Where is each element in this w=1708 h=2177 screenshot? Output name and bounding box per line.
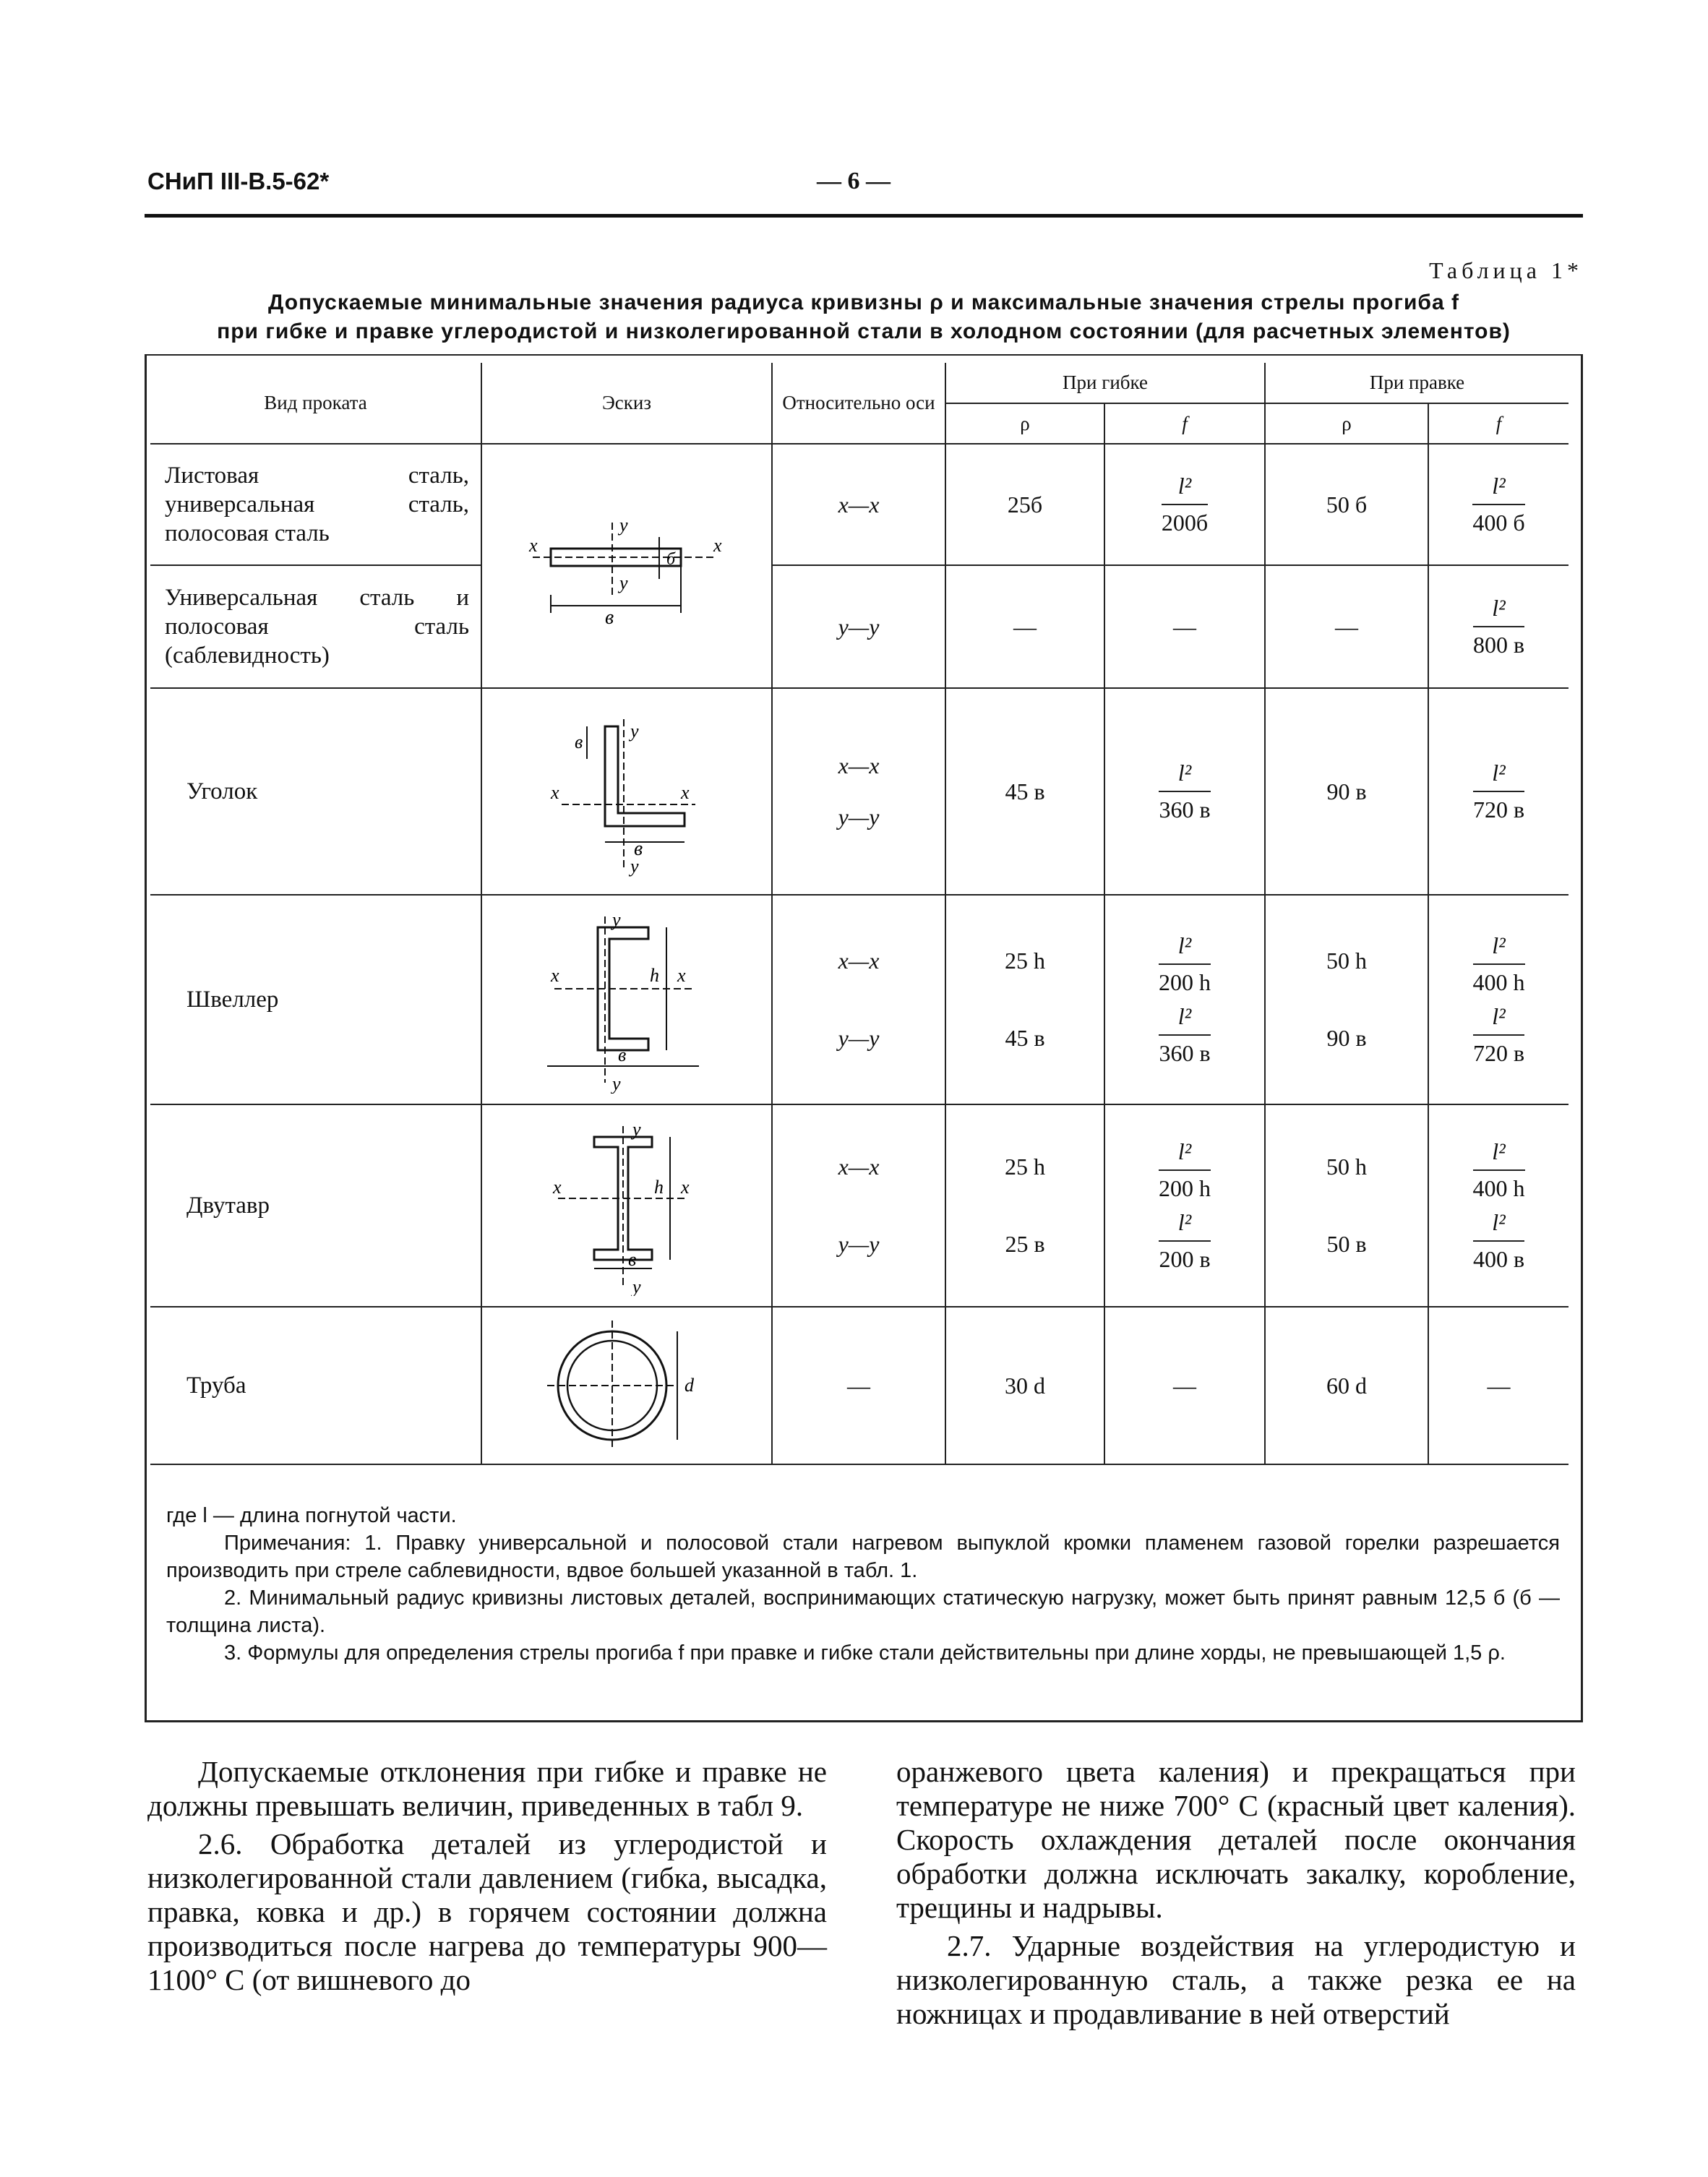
- sketch-ibeam: [481, 1104, 772, 1307]
- str-rho-universal: —: [1265, 565, 1428, 688]
- paragraph: оранжевого цвета каления) и прекращаться при температуре не ниже 700° С (красный цвет каления). Скорость охлаждения деталей после окончания обработки должна исключать закалку, коробление, трещины и надрывы.: [896, 1755, 1576, 1924]
- str-rho-channel: 50 h 90 в: [1265, 895, 1428, 1104]
- svg-text:x: x: [681, 1177, 690, 1198]
- axis-universal: y—y: [772, 565, 945, 688]
- svg-text:x: x: [551, 782, 559, 803]
- paragraph: 2.7. Ударные воздействия на углеродистую и низколегированную сталь, а также резка ее на ножницах и продавливание в ней отверстий: [896, 1929, 1576, 2030]
- row-name-angle: Уголок: [150, 688, 481, 895]
- svg-text:x: x: [713, 535, 722, 556]
- svg-text:x: x: [553, 1177, 562, 1198]
- svg-text:h: h: [654, 1177, 664, 1198]
- svg-text:y: y: [630, 721, 639, 742]
- svg-text:y: y: [619, 572, 628, 593]
- col-head-straighten: При правке: [1265, 363, 1568, 403]
- axis-angle: x—x y—y: [772, 688, 945, 895]
- svg-text:в: в: [618, 1044, 627, 1065]
- svg-text:x: x: [677, 965, 686, 986]
- svg-text:в: в: [605, 606, 614, 629]
- str-f-angle: $\frac{\text{l²}}{720 в}$: [1428, 688, 1568, 895]
- header-rule: [145, 214, 1583, 218]
- svg-text:y: y: [630, 856, 639, 877]
- sketch-angle: [481, 688, 772, 895]
- body-column-left: [147, 1755, 827, 2001]
- svg-text:в: в: [628, 1249, 637, 1270]
- note-1: Примечания: 1. Правку универсальной и полосовой стали нагревом выпуклой кромки пламенем газовой горелки разрешается производить при стреле саблевидности, вдвое большей указанной в табл. 1.: [166, 1532, 1560, 1582]
- col-head-bend: При гибке: [945, 363, 1265, 403]
- note-2: 2. Минимальный радиус кривизны листовых деталей, воспринимающих статическую нагрузку, может быть принят равным 12,5 б (б — толщина листа).: [166, 1586, 1560, 1637]
- note-3: 3. Формулы для определения стрелы прогиба f при правке и гибке стали действительны при длине хорды, не превышающей 1,5 ρ.: [224, 1641, 1506, 1665]
- table-caption-line2: при гибке и правке углеродистой и низколегированной стали в холодном состоянии (для расчетных элементов): [217, 319, 1511, 343]
- bend-f-angle: $\frac{\text{l²}}{360 в}$: [1104, 688, 1265, 895]
- svg-text:d: d: [685, 1375, 694, 1396]
- table-row: [150, 1104, 1568, 1307]
- col-head-bend-f: f: [1104, 403, 1265, 444]
- axis-ibeam: x—x y—y: [772, 1104, 945, 1307]
- str-rho-sheet: 50 б: [1265, 444, 1428, 565]
- channel-profile-sketch: [533, 906, 721, 1094]
- svg-text:y: y: [612, 1073, 621, 1094]
- pipe-profile-sketch: [533, 1313, 721, 1458]
- svg-text:y: y: [632, 1276, 641, 1296]
- col-head-str-rho: ρ: [1265, 403, 1428, 444]
- bend-f-channel: $\frac{\text{l²}}{200 h}$ $\frac{\text{l²}}{360 в}$: [1104, 895, 1265, 1104]
- str-rho-pipe: 60 d: [1265, 1307, 1428, 1464]
- bend-rho-sheet: 25б: [945, 444, 1104, 565]
- str-rho-ibeam: 50 h 50 в: [1265, 1104, 1428, 1307]
- table-row: [150, 688, 1568, 895]
- col-head-kind: Вид проката: [150, 363, 481, 444]
- str-f-pipe: —: [1428, 1307, 1568, 1464]
- svg-text:x: x: [529, 535, 538, 556]
- table-notes: [166, 1502, 1560, 1667]
- table-top-rule: [145, 354, 1583, 356]
- bend-f-pipe: —: [1104, 1307, 1265, 1464]
- svg-text:б: б: [666, 550, 676, 569]
- bend-rho-ibeam: 25 h 25 в: [945, 1104, 1104, 1307]
- bend-f-universal: —: [1104, 565, 1265, 688]
- svg-text:в: в: [634, 838, 643, 860]
- sheet-profile-sketch: [518, 501, 735, 631]
- sketch-channel: [481, 895, 772, 1104]
- data-table: [150, 363, 1568, 1465]
- row-name-pipe: Труба: [150, 1307, 481, 1464]
- sketch-pipe: [481, 1307, 772, 1464]
- svg-text:в: в: [575, 731, 583, 752]
- document-code: СНиП III-В.5-62*: [147, 168, 330, 194]
- str-f-sheet: $\frac{\text{l²}}{400 б}$: [1428, 444, 1568, 565]
- bend-f-ibeam: $\frac{\text{l²}}{200 h}$ $\frac{\text{l²}}{200 в}$: [1104, 1104, 1265, 1307]
- table-row: [150, 1307, 1568, 1464]
- paragraph: Допускаемые отклонения при гибке и правке не должны превышать величин, приведенных в табл 9.: [147, 1755, 827, 1822]
- table-caption-line1: Допускаемые минимальные значения радиуса кривизны ρ и максимальные значения стрелы прогиба f: [268, 291, 1459, 314]
- row-name-channel: Швеллер: [150, 895, 481, 1104]
- table-row: [150, 895, 1568, 1104]
- axis-channel: x—x y—y: [772, 895, 945, 1104]
- bend-rho-universal: —: [945, 565, 1104, 688]
- note-where: где l — длина погнутой части.: [166, 1504, 457, 1527]
- svg-text:x: x: [681, 782, 690, 803]
- axis-pipe: —: [772, 1307, 945, 1464]
- bend-rho-channel: 25 h 45 в: [945, 895, 1104, 1104]
- str-rho-angle: 90 в: [1265, 688, 1428, 895]
- sketch-sheet: [481, 444, 772, 688]
- row-name-ibeam: Двутавр: [150, 1104, 481, 1307]
- svg-text:y: y: [632, 1119, 641, 1140]
- row-name-universal: Универсальная сталь и полосовая сталь (саблевидность): [150, 565, 481, 688]
- svg-text:h: h: [650, 965, 659, 986]
- ibeam-profile-sketch: [533, 1115, 721, 1296]
- str-f-channel: $\frac{\text{l²}}{400 h}$ $\frac{\text{l²}}{720 в}$: [1428, 895, 1568, 1104]
- col-head-sketch: Эскиз: [481, 363, 772, 444]
- bend-rho-angle: 45 в: [945, 688, 1104, 895]
- col-head-str-f: f: [1428, 403, 1568, 444]
- table-row: [150, 444, 1568, 565]
- page-number: — 6 —: [817, 168, 891, 194]
- table-row: [150, 565, 1568, 688]
- body-column-right: [896, 1755, 1576, 2035]
- svg-text:y: y: [612, 909, 621, 930]
- bend-rho-pipe: 30 d: [945, 1307, 1104, 1464]
- angle-profile-sketch: [533, 705, 721, 878]
- str-f-universal: $\frac{\text{l²}}{800 в}$: [1428, 565, 1568, 688]
- bend-f-sheet: $\frac{\text{l²}}{200б}$: [1104, 444, 1265, 565]
- row-name-sheet: Листовая сталь, универсальная сталь, полосовая сталь: [150, 444, 481, 565]
- svg-text:y: y: [619, 515, 628, 536]
- str-f-ibeam: $\frac{\text{l²}}{400 h}$ $\frac{\text{l²}}{400 в}$: [1428, 1104, 1568, 1307]
- table-label: Таблица 1*: [1429, 257, 1583, 283]
- col-head-bend-rho: ρ: [945, 403, 1104, 444]
- svg-text:x: x: [551, 965, 559, 986]
- axis-sheet: x—x: [772, 444, 945, 565]
- col-head-axis: Относительно оси: [772, 363, 945, 444]
- paragraph: 2.6. Обработка деталей из углеродистой и низколегированной стали давлением (гибка, высадка, правка, ковка и др.) в горячем состоянии должна производиться после нагрева до температуры 900—1100° С (от вишневого до: [147, 1827, 827, 1996]
